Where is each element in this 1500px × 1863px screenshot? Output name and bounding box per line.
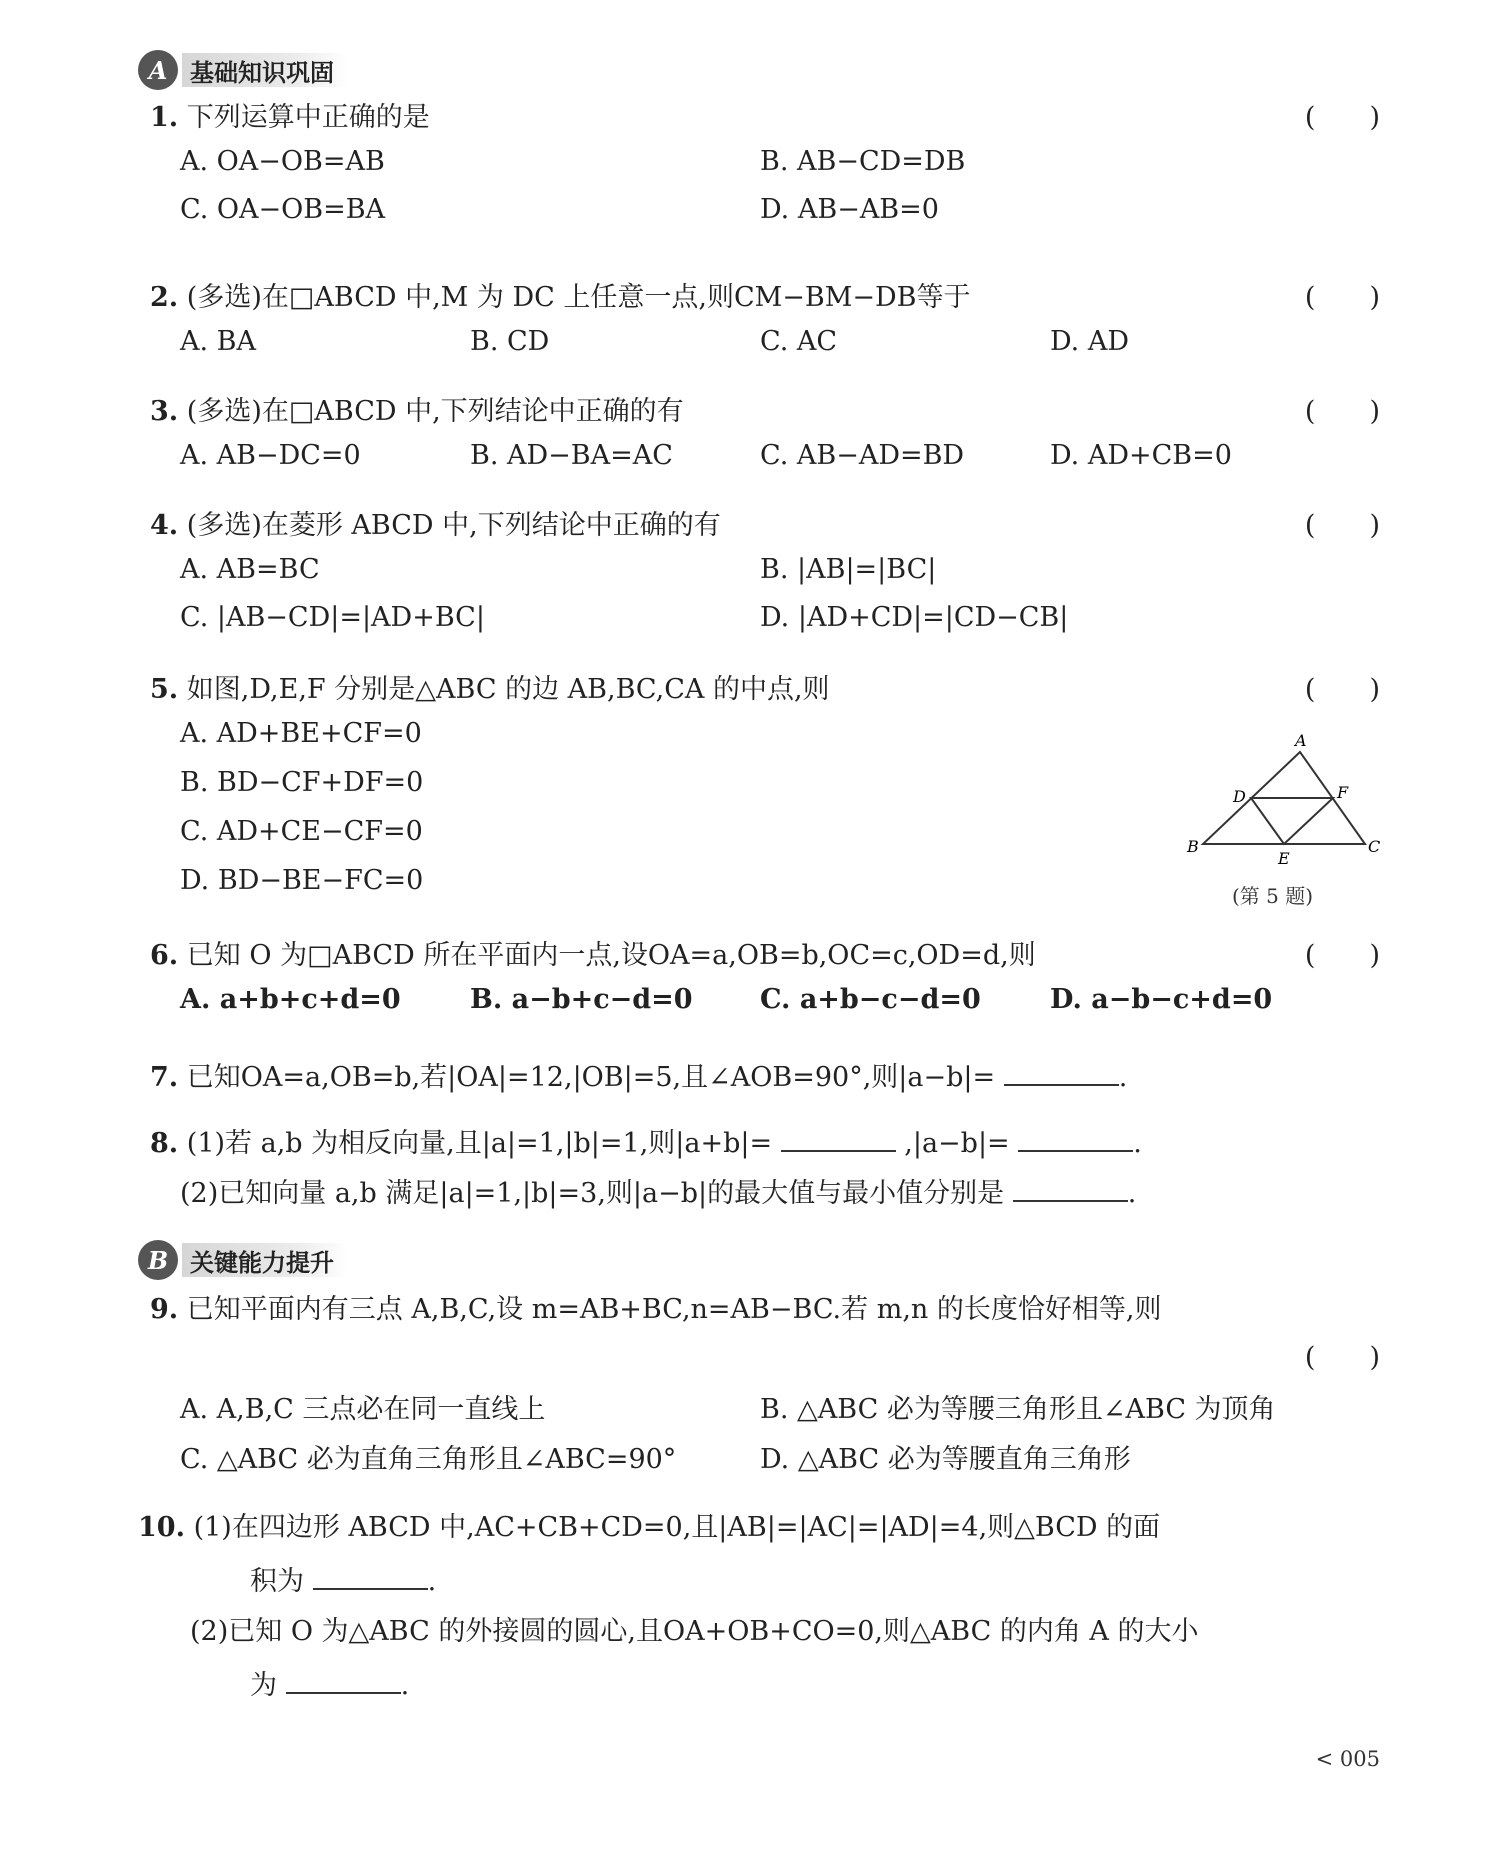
answer-blank-1[interactable] [781, 1124, 896, 1152]
question-6 [150, 938, 1380, 1032]
option-b: B. AD−BA=AC [470, 440, 673, 471]
question-stem: 已知OA=a,OB=b,若|OA|=12,|OB|=5,且∠AOB=90°,则|a−b|= [186, 1062, 996, 1093]
option-d: D. △ABC 必为等腰直角三角形 [760, 1444, 1131, 1475]
answer-bracket: ( ) [1304, 1342, 1380, 1373]
option-b: B. |AB|=|BC| [760, 554, 937, 585]
option-d: D. a−b−c+d=0 [1050, 984, 1273, 1015]
section-a-header [138, 50, 348, 90]
option-b: B. a−b+c−d=0 [470, 984, 693, 1015]
section-b-badge: B [138, 1240, 178, 1280]
midpoint-triangle-def [1251, 798, 1333, 844]
period: . [427, 1566, 437, 1597]
figure-caption: (第 5 题) [1232, 884, 1314, 908]
section-a-badge: A [138, 50, 178, 90]
answer-bracket: ( ) [1304, 510, 1380, 541]
answer-blank[interactable] [1004, 1058, 1119, 1086]
option-b: B. BD−CF+DF=0 [180, 767, 424, 798]
option-d: D. AD [1050, 326, 1129, 357]
option-a: A. AB−DC=0 [180, 440, 361, 471]
period: . [400, 1670, 410, 1701]
option-c: C. a+b−c−d=0 [760, 984, 981, 1015]
option-c: C. △ABC 必为直角三角形且∠ABC=90° [180, 1444, 677, 1475]
period: . [1118, 1062, 1128, 1093]
question-4 [150, 508, 1380, 648]
question-2 [150, 280, 1380, 374]
section-a-title: 基础知识巩固 [182, 53, 348, 87]
answer-bracket: ( ) [1304, 940, 1380, 971]
option-c: C. AD+CE−CF=0 [180, 816, 423, 847]
label-b: B [1187, 837, 1199, 856]
part-2-continued: 为 [250, 1670, 277, 1701]
part-1-text-b: ,|a−b|= [904, 1128, 1010, 1159]
answer-bracket: ( ) [1304, 282, 1380, 313]
option-a: A. BA [180, 326, 257, 357]
period: . [1133, 1128, 1142, 1159]
answer-blank-3[interactable] [1013, 1174, 1128, 1202]
question-3 [150, 394, 1380, 488]
question-9 [150, 1292, 1380, 1492]
option-a: A. OA−OB=AB [180, 146, 385, 177]
label-f: F [1337, 783, 1349, 802]
option-c: C. OA−OB=BA [180, 194, 386, 225]
question-7 [150, 1058, 1380, 1094]
option-b: B. AB−CD=DB [760, 146, 966, 177]
question-number: 9. [150, 1294, 179, 1325]
label-d: D [1233, 787, 1246, 806]
question-stem: 已知 O 为□ABCD 所在平面内一点,设OA=a,OB=b,OC=c,OD=d,则 [186, 940, 1036, 971]
question-number: 2. [150, 282, 179, 313]
option-b: B. CD [470, 326, 550, 357]
question-number: 7. [150, 1062, 179, 1093]
answer-blank-2[interactable] [286, 1666, 401, 1694]
option-a: A. AD+BE+CF=0 [180, 718, 422, 749]
question-stem: 已知平面内有三点 A,B,C,设 m=AB+BC,n=AB−BC.若 m,n 的长度恰好相等,则 [186, 1294, 1162, 1325]
option-d: D. AD+CB=0 [1050, 440, 1232, 471]
question-stem: 下列运算中正确的是 [186, 102, 430, 133]
answer-blank-2[interactable] [1018, 1124, 1133, 1152]
question-number: 4. [150, 510, 179, 541]
option-c: C. AC [760, 326, 838, 357]
question-stem: 如图,D,E,F 分别是△ABC 的边 AB,BC,CA 的中点,则 [186, 674, 830, 705]
section-b-header [138, 1240, 348, 1280]
question-1 [150, 100, 1380, 240]
question-number: 10. [138, 1512, 185, 1543]
question-number: 3. [150, 396, 179, 427]
question-stem: (多选)在菱形 ABCD 中,下列结论中正确的有 [186, 510, 721, 541]
question-10 [138, 1510, 1380, 1702]
part-1-text: (1)在四边形 ABCD 中,AC+CB+CD=0,且|AB|=|AC|=|AD|=4,则△BCD 的面 [193, 1512, 1161, 1543]
option-b: B. △ABC 必为等腰三角形且∠ABC 为顶角 [760, 1394, 1276, 1425]
label-a: A [1295, 732, 1307, 750]
part-1-text: (1)若 a,b 为相反向量,且|a|=1,|b|=1,则|a+b|= [186, 1128, 773, 1159]
option-a: A. AB=BC [180, 554, 320, 585]
period: . [1127, 1178, 1137, 1209]
part-1-continued: 积为 [250, 1566, 304, 1597]
answer-bracket: ( ) [1304, 674, 1380, 705]
option-a: A. a+b+c+d=0 [180, 984, 401, 1015]
option-d: D. BD−BE−FC=0 [180, 865, 424, 896]
option-c: C. |AB−CD|=|AD+BC| [180, 602, 485, 633]
option-d: D. |AD+CD|=|CD−CB| [760, 602, 1069, 633]
option-a: A. A,B,C 三点必在同一直线上 [180, 1394, 546, 1425]
option-d: D. AB−AB=0 [760, 194, 939, 225]
label-e: E [1278, 849, 1290, 868]
answer-bracket: ( ) [1304, 102, 1380, 133]
question-stem: (多选)在□ABCD 中,下列结论中正确的有 [186, 396, 684, 427]
question-number: 5. [150, 674, 179, 705]
section-b-title: 关键能力提升 [182, 1243, 348, 1277]
answer-blank-1[interactable] [313, 1562, 428, 1590]
page-number: < 005 [1315, 1747, 1380, 1771]
question-8 [150, 1124, 1380, 1210]
label-c: C [1368, 837, 1381, 856]
question-number: 8. [150, 1128, 179, 1159]
question-stem: (多选)在□ABCD 中,M 为 DC 上任意一点,则CM−BM−DB等于 [186, 282, 971, 313]
part-2-text: (2)已知 O 为△ABC 的外接圆的圆心,且OA+OB+CO=0,则△ABC 的内角 A 的大小 [190, 1616, 1199, 1647]
triangle-figure [1185, 732, 1385, 872]
question-number: 6. [150, 940, 179, 971]
answer-bracket: ( ) [1304, 396, 1380, 427]
question-number: 1. [150, 102, 179, 133]
part-2-text: (2)已知向量 a,b 满足|a|=1,|b|=3,则|a−b|的最大值与最小值分别是 [180, 1178, 1005, 1209]
option-c: C. AB−AD=BD [760, 440, 965, 471]
